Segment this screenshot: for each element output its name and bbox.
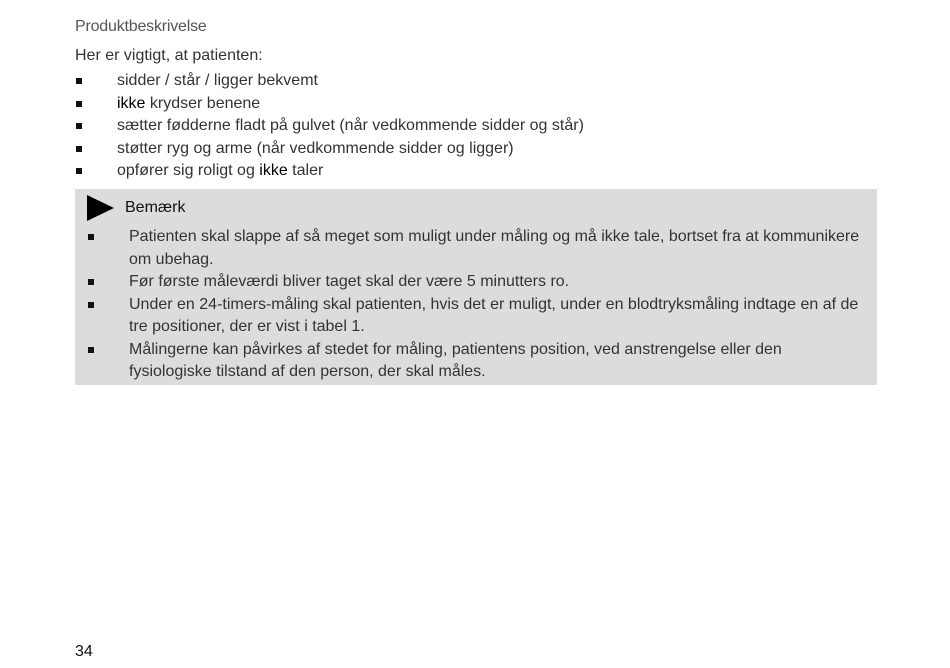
note-item-text: Målingerne kan påvirkes af stedet for måling, patientens position, ved anstrengelse eller den fysiologiske tilstand af den person, der skal måles. (129, 340, 782, 380)
square-bullet-icon (76, 123, 82, 129)
note-item-text: Patienten skal slappe af så meget som muligt under måling og må ikke tale, bortset fra at kommunikere om ubehag. (129, 228, 860, 268)
square-bullet-icon (76, 146, 82, 152)
square-bullet-icon (88, 279, 94, 285)
note-list (87, 226, 867, 384)
square-bullet-icon (76, 78, 82, 84)
list-item-emphasis: ikke (259, 162, 288, 179)
list-item-prefix: opfører sig roligt og (117, 162, 260, 179)
note-item (87, 294, 867, 339)
list-item (75, 70, 875, 93)
list-item (75, 160, 875, 183)
square-bullet-icon (76, 101, 82, 107)
list-item-text: støtter ryg og arme (når vedkommende sidder og ligger) (117, 139, 514, 157)
list-item-text: taler (287, 162, 324, 179)
square-bullet-icon (88, 234, 94, 240)
note-item (87, 226, 867, 271)
list-item-emphasis: ikke (117, 94, 146, 112)
square-bullet-icon (88, 302, 94, 308)
list-item (75, 93, 875, 116)
requirements-list (75, 70, 875, 183)
page-header-title: Produktbeskrivelse (75, 18, 207, 35)
note-item (87, 339, 867, 384)
arrow-right-icon (87, 195, 114, 221)
note-title: Bemærk (125, 199, 186, 216)
note-box (75, 189, 877, 385)
intro-text: Her er vigtigt, at patienten: (75, 47, 263, 64)
square-bullet-icon (88, 347, 94, 353)
list-item-text: krydser benene (145, 94, 261, 112)
list-item-text: sidder / står / ligger bekvemt (117, 72, 318, 89)
list-item (75, 115, 875, 138)
list-item (75, 138, 875, 161)
page-number: 34 (75, 643, 93, 660)
note-item-text: Under en 24-timers-måling skal patienten, hvis det er muligt, under en blodtryksmåling indtage en af de tre positioner, der er vist i tabel 1. (129, 295, 859, 335)
square-bullet-icon (76, 168, 82, 174)
note-item-text: Før første måleværdi bliver taget skal der være 5 minutters ro. (129, 273, 570, 290)
note-header (87, 195, 185, 221)
list-item-text: sætter fødderne fladt på gulvet (når vedkommende sidder og står) (117, 117, 584, 134)
note-item (87, 271, 867, 294)
